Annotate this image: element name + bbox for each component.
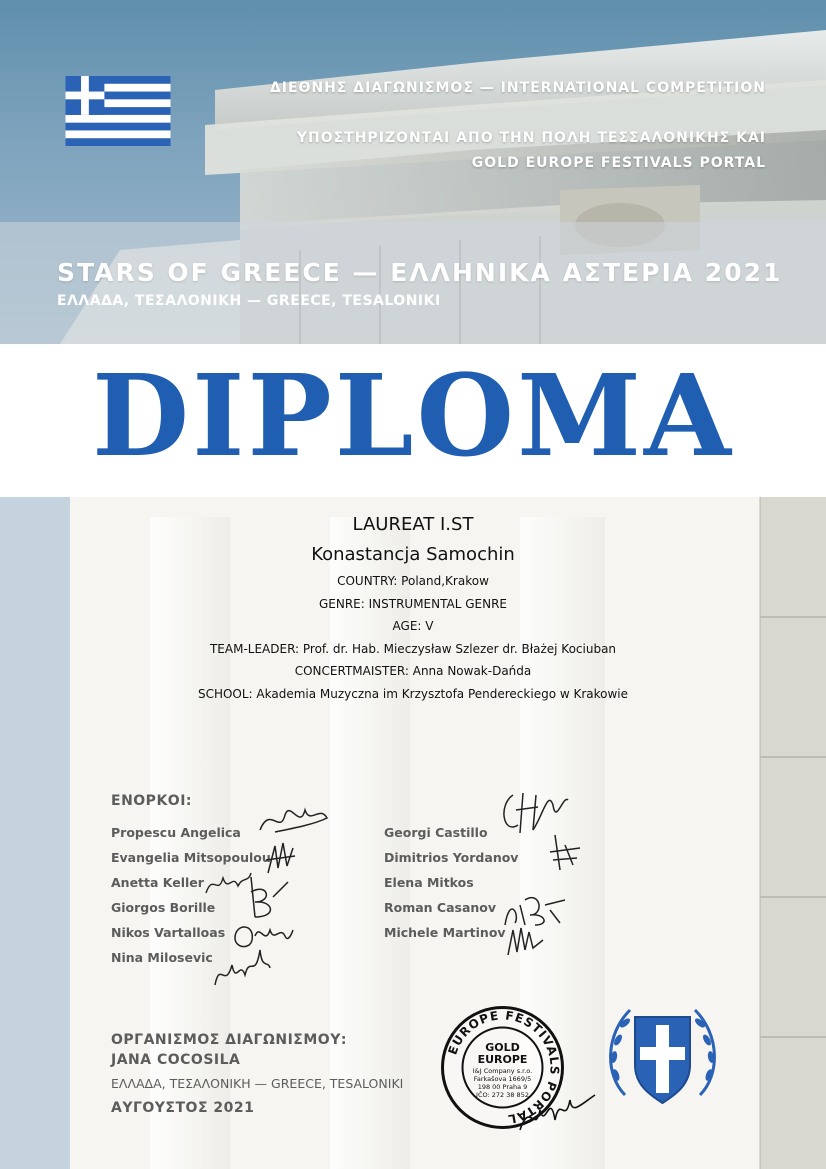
stamp-europe: EUROPE <box>477 1053 528 1066</box>
jury-member: Roman Casanov <box>384 900 497 915</box>
genre-line: GENRE: INSTRUMENTAL GENRE <box>318 596 507 611</box>
jury-member: Propescu Angelica <box>111 825 241 840</box>
support-line-1: ΥΠΟΣΤΗΡΙΖΟΝΤΑΙ ΑΠΟ ΤΗΝ ΠΟΛΗ ΤΕΣΣΑΛΟΝΙΚΗΣ ΚΑΙ <box>296 130 766 146</box>
signature-martinov <box>503 920 548 960</box>
greek-coat-of-arms-icon <box>600 995 725 1120</box>
stamp-ico: IČO: 272 38 852 <box>476 1091 529 1099</box>
age-line: AGE: V <box>392 619 434 633</box>
country-line: COUNTRY: Poland,Krakow <box>337 574 489 588</box>
stamp-street: Farkašova 1669/5 <box>473 1075 532 1083</box>
jury-member: Evangelia Mitsopoulou <box>111 850 271 865</box>
school-line: SCHOOL: Akademia Muzyczna im Krzysztofa Pendereckiego w Krakowie <box>197 686 629 701</box>
jury-member: Elena Mitkos <box>384 875 474 890</box>
award-details <box>0 510 826 705</box>
team-leader-line: TEAM-LEADER: Prof. dr. Hab. Mieczysław Szlezer dr. Błażej Kociuban <box>209 641 617 656</box>
signature-milosevic <box>210 940 275 995</box>
organizer-location: ΕΛΛΑΔΑ, ΤΕΣΑΛΟΝΙΚΗ — GREECE, TESALONIKI <box>111 1076 404 1091</box>
jury-member: Giorgos Borille <box>111 900 216 915</box>
jury-member: Nikos Vartalloas <box>111 925 226 940</box>
laureate-name: Konastancja Samochin <box>311 544 515 565</box>
jury-member: Nina Milosevic <box>111 950 213 965</box>
stamp-gold: GOLD <box>485 1041 520 1054</box>
organizer-name: JANA COCOSILA <box>111 1052 241 1068</box>
competition-type: ΔΙΕΘΝΗΣ ΔΙΑΓΩΝΙΣΜΟΣ — INTERNATIONAL COMPETITION <box>269 80 766 96</box>
award-rank: LAUREAT I.ST <box>352 514 474 535</box>
signature-propescu <box>255 800 335 840</box>
greek-flag-icon <box>65 76 171 146</box>
event-location: ΕΛΛΑΔΑ, ΤΕΣΑΛΟΝΙΚΗ — GREECE, TESALONIKI <box>57 293 441 309</box>
header-banner <box>0 0 826 344</box>
signature-yordanov <box>545 830 585 875</box>
organizer-label: ΟΡΓΑΝΙΣΜΟΣ ΔΙΑΓΩΝΙΣΜΟΥ: <box>111 1032 347 1048</box>
organizer-block <box>111 1030 403 1118</box>
stamp-company: I&J Company s.r.o. <box>472 1067 533 1075</box>
stamp-ring-text: EUROPE FESTIVALS PORTAL <box>445 1008 562 1127</box>
concertmaister-line: CONCERTMAISTER: Anna Nowak-Dańda <box>294 664 532 678</box>
document-title: DIPLOMA <box>92 351 734 482</box>
jury-member: Dimitrios Yordanov <box>384 850 519 865</box>
signature-organizer <box>510 1070 600 1140</box>
jury-member: Anetta Keller <box>111 875 204 890</box>
event-title: STARS OF GREECE — ΕΛΛΗΝΙΚΑ ΑΣΤΕΡΙΑ 2021 <box>57 258 783 287</box>
signature-borille <box>243 872 293 922</box>
stamp-city: 198 00 Praha 9 <box>477 1083 528 1091</box>
jury-heading: ΕΝΟΡΚΟΙ: <box>111 793 192 809</box>
jury-member: Georgi Castillo <box>384 825 488 840</box>
issue-date: ΑΥΓΟΥΣΤΟΣ 2021 <box>111 1100 255 1116</box>
jury-member: Michele Martinov <box>384 925 506 940</box>
support-line-2: GOLD EUROPE FESTIVALS PORTAL <box>471 155 766 171</box>
